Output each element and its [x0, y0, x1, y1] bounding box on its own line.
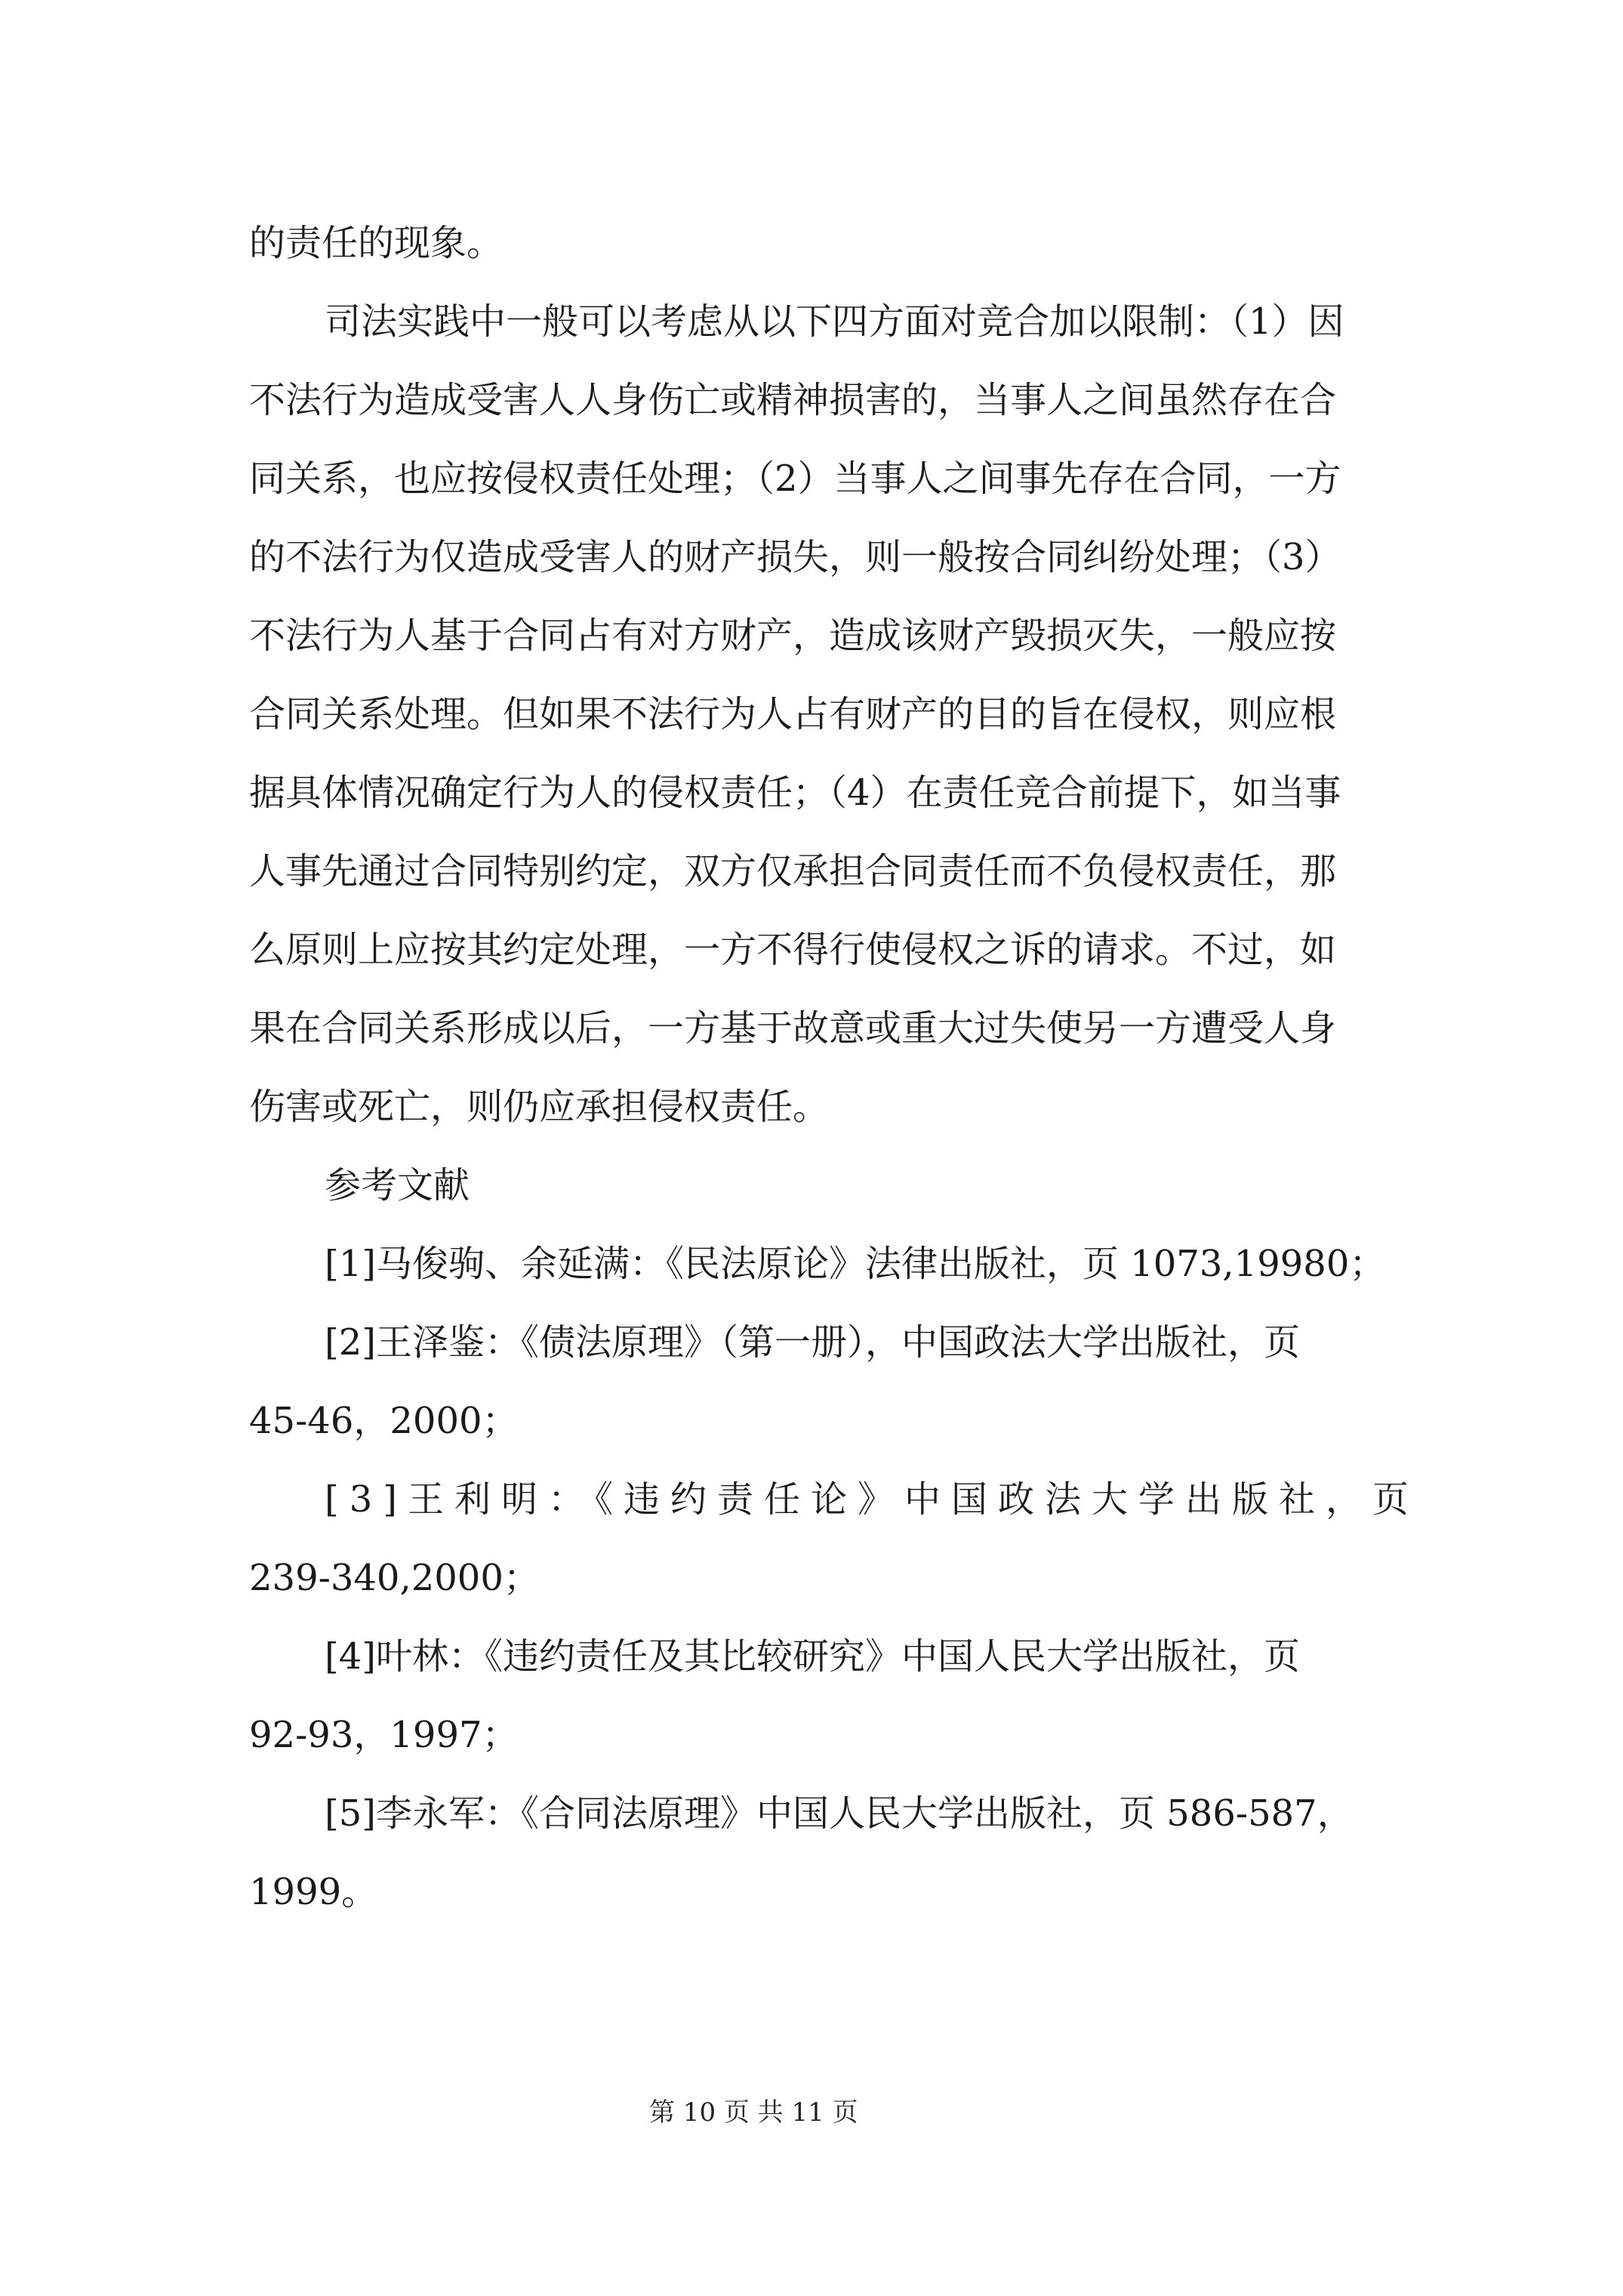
paragraph-line: 人事先通过合同特别约定，双方仅承担合同责任而不负侵权责任，那 [249, 850, 1337, 892]
paragraph-line: 不法行为人基于合同占有对方财产，造成该财产毁损灭失，一般应按 [249, 615, 1337, 657]
paragraph-line: 不法行为造成受害人人身伤亡或精神损害的，当事人之间虽然存在合 [249, 379, 1337, 421]
paragraph-line: 果在合同关系形成以后，一方基于故意或重大过失使另一方遭受人身 [249, 1007, 1337, 1049]
page-footer [0, 2097, 1623, 2128]
paragraph-line: 的责任的现象。 [249, 222, 504, 264]
paragraph-line: 据具体情况确定行为人的侵权责任；（4）在责任竞合前提下，如当事 [249, 772, 1341, 814]
reference-item: [5]李永军：《合同法原理》中国人民大学出版社，页 586-587， [325, 1792, 1354, 1835]
paragraph-line: 合同关系处理。但如果不法行为人占有财产的目的旨在侵权，则应根 [249, 693, 1337, 735]
references-heading: 参考文献 [325, 1164, 470, 1207]
paragraph-line: 么原则上应按其约定处理，一方不得行使侵权之诉的请求。不过，如 [249, 929, 1337, 971]
reference-item: [2]王泽鉴：《债法原理》（第一册），中国政法大学出版社，页 [325, 1321, 1300, 1364]
reference-item-continued: 45-46，2000； [249, 1400, 519, 1442]
paragraph-line: 同关系，也应按侵权责任处理；（2）当事人之间事先存在合同，一方 [249, 458, 1341, 500]
page-number: 第 10 页 共 11 页 [649, 2097, 858, 2128]
paragraph-line: 伤害或死亡，则仍应承担侵权责任。 [249, 1086, 830, 1128]
reference-item-continued: 1999。 [249, 1871, 378, 1913]
paragraph-line: 的不法行为仅造成受害人的财产损失，则一般按合同纠纷处理；（3） [249, 536, 1341, 578]
reference-item: [1]马俊驹、余延满：《民法原论》法律出版社，页 1073,19980； [325, 1243, 1386, 1285]
body-text [249, 204, 1419, 1931]
reference-item-continued: 239-340,2000； [249, 1557, 540, 1599]
paragraph-line: 司法实践中一般可以考虑从以下四方面对竞合加以限制：（1）因 [325, 300, 1344, 343]
reference-item: [4]叶林：《违约责任及其比较研究》中国人民大学出版社，页 [325, 1635, 1300, 1678]
reference-item: [3]王利明：《违约责任论》中国政法大学出版社，页 [325, 1478, 1419, 1521]
reference-item-continued: 92-93，1997； [249, 1714, 519, 1756]
